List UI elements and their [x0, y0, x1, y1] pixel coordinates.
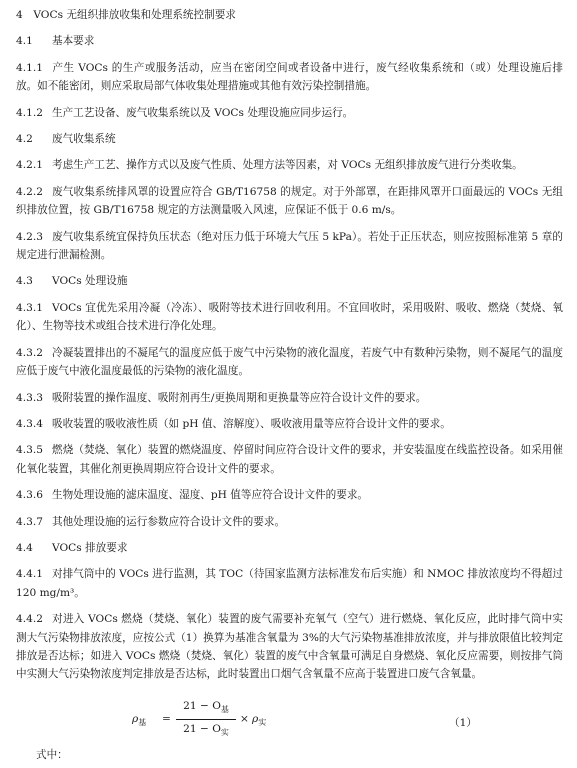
clause-text: 生物处理设施的滤床温度、湿度、pH 值等应符合设计文件的要求。: [52, 489, 369, 502]
section-title: VOCs 排放要求: [52, 541, 128, 554]
section-title: VOCs 处理设施: [52, 275, 128, 288]
clause-number: 4.1.2: [16, 106, 43, 119]
clause-paragraph: [16, 59, 563, 96]
spacer: [16, 220, 563, 228]
clause-text: 产生 VOCs 的生产或服务活动，应当在密闭空间或者设备中进行，废气经收集系统和（或）处理设施后排放。如不能密闭，则应采取局部气体收集处理措施或其他有效污染控制措施。: [16, 61, 563, 93]
sections-container: [16, 32, 563, 691]
spacer: [16, 478, 563, 486]
clause-text: 对排气筒中的 VOCs 进行监测，其 TOC（待国家监测方法标准发布后实施）和 NMOC 排放浓度均不得超过 120 mg/m³。: [16, 568, 563, 599]
clause-number: 4.3.3: [16, 391, 43, 404]
clause-paragraph: [16, 513, 563, 531]
spacer: [16, 336, 563, 344]
section-heading: [16, 539, 563, 557]
section-number: 4.4: [16, 541, 33, 554]
clause-number: 4.3.4: [16, 417, 43, 430]
clause-text: 吸收装置的吸收液性质（如 pH 值、溶解度）、吸收液用量等应符合设计文件的要求。: [52, 417, 451, 430]
formula-rhs: $\rho_实$: [252, 712, 267, 727]
spacer: [16, 557, 563, 565]
formula-fraction: [176, 698, 236, 741]
spacer: [16, 175, 563, 183]
chapter-heading: 4 VOCs 无组织排放收集和处理系统控制要求: [16, 9, 236, 21]
equation-number: （1）: [449, 716, 477, 729]
formula-denominator: $21 - O_实$: [183, 722, 229, 737]
clause-number: 4.4.2: [16, 613, 43, 626]
clause-number: 4.3.1: [16, 301, 43, 314]
spacer: [16, 51, 563, 59]
section-number: 4.3: [16, 275, 33, 288]
formula-equals: =: [162, 712, 171, 725]
clause-paragraph: [16, 389, 563, 407]
clause-paragraph: [16, 228, 563, 265]
spacer: [16, 684, 563, 692]
clause-paragraph: [16, 344, 563, 381]
equation-1: [16, 698, 563, 742]
clause-number: 4.1.1: [16, 61, 43, 74]
section-number: 4.2: [16, 133, 33, 146]
formula-lhs: $\rho_基$: [132, 712, 147, 727]
clause-paragraph: [16, 565, 563, 602]
where-label: 式中：: [36, 748, 68, 761]
clause-number: 4.2.1: [16, 159, 43, 172]
clause-number: 4.4.1: [16, 568, 43, 581]
clause-number: 4.3.7: [16, 515, 43, 528]
clause-number: 4.3.2: [16, 346, 43, 359]
clause-paragraph: [16, 486, 563, 504]
formula-numerator: $21 - O_基$: [183, 699, 229, 714]
section-title: 基本要求: [52, 35, 95, 48]
spacer: [16, 148, 563, 156]
clause-paragraph: [16, 183, 563, 220]
clause-number: 4.3.6: [16, 489, 43, 502]
clause-text: 其他处理设施的运行参数应符合设计文件的要求。: [52, 515, 286, 528]
section-heading: [16, 272, 563, 290]
spacer: [16, 381, 563, 389]
clause-number: 4.3.5: [16, 444, 43, 457]
clause-paragraph: [16, 415, 563, 433]
clause-number: 4.2.2: [16, 185, 43, 198]
section-number: 4.1: [16, 35, 33, 48]
spacer: [16, 291, 563, 299]
clause-paragraph: [16, 299, 563, 336]
fraction-bar: [176, 719, 236, 720]
clause-text: VOCs 宜优先采用冷凝（冷冻）、吸附等技术进行回收利用。不宜回收时，采用吸附、吸收、燃烧（焚烧、氧化）、生物等技术或组合技术进行净化处理。: [16, 301, 563, 333]
section-heading: [16, 130, 563, 148]
clause-paragraph: [16, 104, 563, 122]
clause-text: 燃烧（焚烧、氧化）装置的燃烧温度、停留时间应符合设计文件的要求，并安装温度在线监控设备。如采用催化氧化装置，其催化剂更换周期应符合设计文件的要求。: [16, 444, 563, 475]
clause-text: 废气收集系统排风罩的设置应符合 GB/T16758 的规定。对于外部罩，在距排风罩开口面最远的 VOCs 无组织排放位置，按 GB/T16758 规定的方法测量吸入风速，应保证不低于 0.6 m/s。: [16, 185, 563, 217]
spacer: [16, 602, 563, 610]
clause-paragraph: [16, 610, 563, 684]
clause-text: 对进入 VOCs 燃烧（焚烧、氧化）装置的废气需要补充氧气（空气）进行燃烧、氧化反应，此时排气筒中实测大气污染物排放浓度，应按公式（1）换算为基准含氧量为 3%的大气污染物基准排放浓度，并与排放限值比较判定排放是否达标；如进入 VOCs 燃烧（焚烧、氧化）装置的废气中含氧量可满足自身燃烧、氧化反应需要，则按排气筒中实测大气污染物浓度判定排放是否达标，此时装置出口烟气含氧量不应高于装置进口废气含氧量。: [16, 613, 563, 681]
clause-paragraph: [16, 156, 563, 174]
clause-text: 吸附装置的操作温度、吸附剂再生/更换周期和更换量等应符合设计文件的要求。: [52, 391, 427, 404]
clause-paragraph: [16, 441, 563, 478]
spacer: [16, 407, 563, 415]
clause-text: 废气收集系统宜保持负压状态（绝对压力低于环境大气压 5 kPa）。若处于正压状态，则应按照标准第 5 章的规定进行泄漏检测。: [16, 230, 563, 262]
section-title: 废气收集系统: [52, 133, 116, 146]
spacer: [16, 531, 563, 539]
clause-number: 4.2.3: [16, 230, 43, 243]
formula-times: ×: [240, 712, 249, 725]
spacer: [16, 264, 563, 272]
spacer: [16, 505, 563, 513]
clause-text: 考虑生产工艺、操作方式以及废气性质、处理方法等因素，对 VOCs 无组织排放废气进行分类收集。: [52, 159, 523, 172]
spacer: [16, 122, 563, 130]
section-heading: [16, 32, 563, 50]
clause-text: 冷凝装置排出的不凝尾气的温度应低于废气中污染物的液化温度，若废气中有数种污染物，则不凝尾气的温度应低于废气中液化温度最低的污染物的液化温度。: [16, 346, 563, 378]
clause-text: 生产工艺设备、废气收集系统以及 VOCs 处理设施应同步运行。: [52, 106, 354, 119]
spacer: [16, 96, 563, 104]
spacer: [16, 433, 563, 441]
